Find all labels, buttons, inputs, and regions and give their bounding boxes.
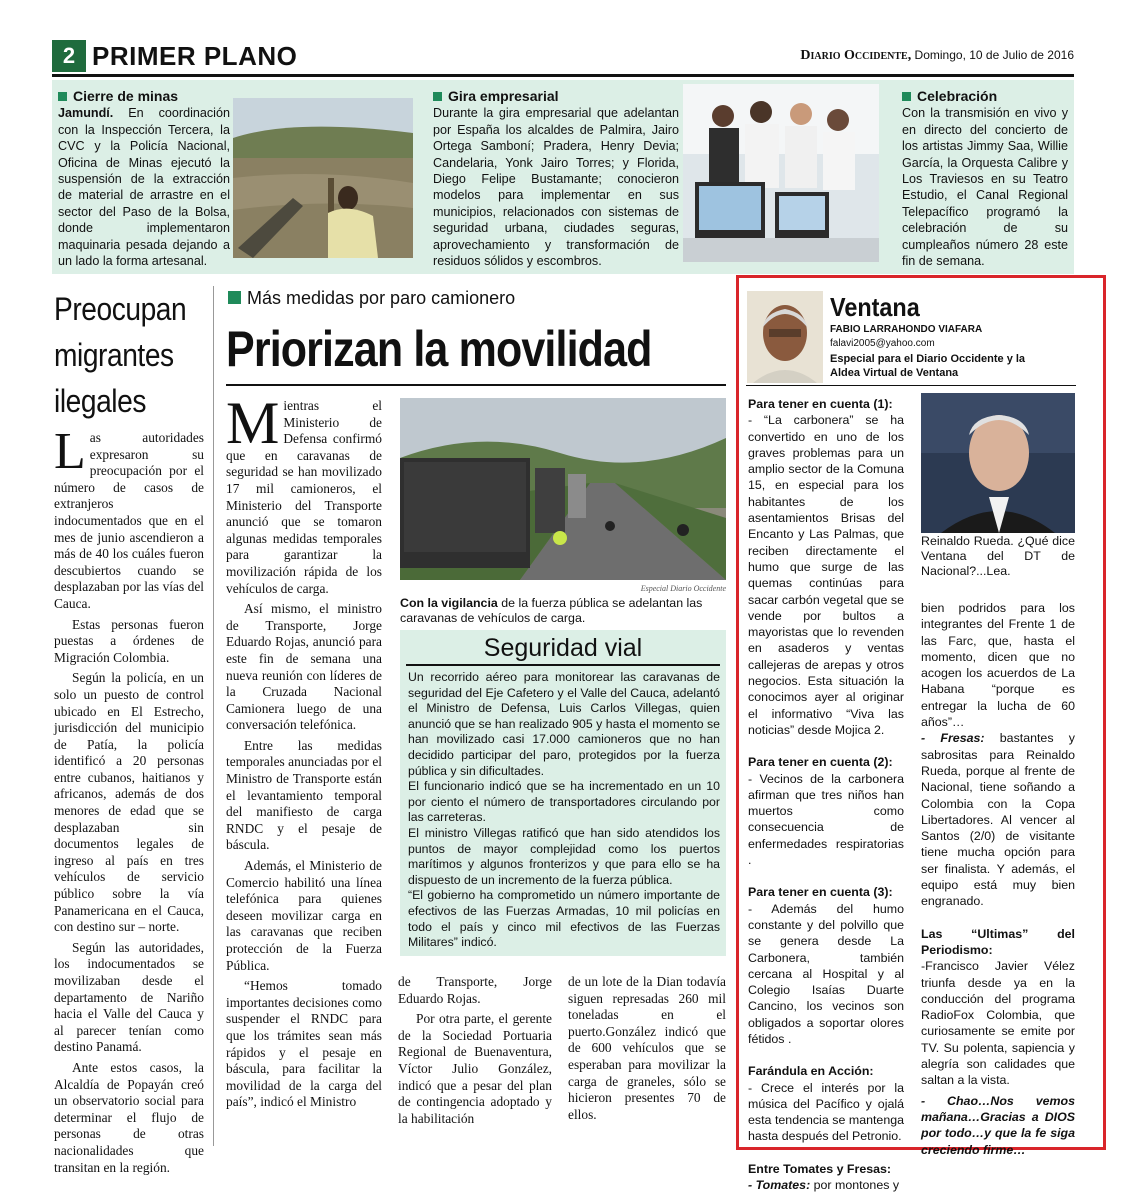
left-article-body (54, 423, 204, 1180)
paragraph: Según las autoridades, los indocumentados se movilizaban desde el departamento de Nariño hacia el Valle del Cauca y al parecer tenían como destino Panamá. (54, 939, 204, 1055)
paragraph: bien podridos para los integrantes del Frente 1 de las Farc, que, hasta el momento, dicen que no acogen los acuerdos de La Habana “porque es entregar la lucha de 60 años”… (921, 601, 1075, 730)
title-line: migrantes (54, 337, 174, 373)
paragraph: -Francisco Javier Vélez triunfa desde ya en la conducción del programa RadioFox Colombia, que curiosamente se emite por TV. Su polenta, sapiencia y alegría son calidades que saltan a la vista. (921, 959, 1075, 1088)
brief-celebration (902, 88, 1068, 269)
mayors-photo (683, 84, 879, 262)
article-headline: Priorizan la movilidad (226, 321, 652, 377)
author-name: FABIO LARRAHONDO VIAFARA (830, 324, 983, 335)
sidebar-title: Seguridad vial (483, 634, 643, 662)
author-email: falavi2005@yahoo.com (830, 338, 935, 349)
closing-line: - Chao…Nos vemos mañana…Gracias a DIOS por todo…y que la fe siga creciendo firme… (921, 1093, 1075, 1157)
title-line: ilegales (54, 383, 146, 419)
dropcap: M (226, 390, 280, 456)
label-fresas: - Fresas: (921, 731, 985, 746)
paragraph: Según la policía, en un solo un puesto de control ubicado en El Estrecho, jurisdicción del municipio de Patía, la policía identificó a 20 personas entre cubanos, haitianos y africanos, además de dos menores de edad que se desplazaban sin documentos legales de ingreso al país en tres vehículos de servicio público sobre la vía Panamericana en el Cauca, con destino sur – norte. (54, 670, 204, 935)
bullet-square-icon (433, 92, 442, 101)
brief-text: Con la transmisión en vivo y en directo del concierto de los artistas Jimmy Saa, Willie García, la Orquesta Calibre y Los Traviesos en su Teatro Estudio, el Canal Regional Telepacífico programó la celebración de su cumpleaños número 28 este fin de semana. (902, 106, 1068, 269)
paragraph: - Vecinos de la carbonera afirman que tres niños han muertos como consecuencia de enfermedades respiratorias . (748, 771, 904, 868)
page-number: 2 (52, 40, 86, 72)
issue-date: Domingo, 10 de Julio de 2016 (914, 48, 1074, 62)
paragraph: de un lote de la Dian todavía siguen represadas 260 mil toneladas en el puerto.González indicó que de 600 vehículos que se esperaban para movilizar la carga de graneles, sólo se hicieron presentes 70 de ellos. (568, 974, 726, 1122)
rueda-photo (921, 393, 1075, 533)
caption-text: de la fuerza pública se adelantan las caravanas de vehículos de carga. (400, 596, 703, 625)
paragraph (921, 730, 1075, 909)
ventana-col2 (921, 600, 1075, 1158)
paragraph: Además, el Ministerio de Comercio habilitó una línea telefónica para quienes deseen movilizar carga en las caravanas que reciben protección de la Fuerza Pública. (226, 858, 382, 973)
left-article-title (54, 286, 195, 424)
sidebar-body (408, 670, 720, 951)
subhead: Farándula en Acción: (748, 1064, 874, 1079)
section-title: PRIMER PLANO (92, 41, 298, 71)
author-photo (747, 291, 823, 383)
newspaper-name: Diario Occidente, (800, 48, 912, 63)
kicker-text: Más medidas por paro camionero (247, 288, 516, 308)
brief-lead: Jamundí. (58, 106, 114, 121)
bullet-square-icon (228, 291, 241, 304)
title-line: Preocupan (54, 291, 187, 327)
brief-title: Gira empresarial (448, 88, 559, 104)
caption-lead: Con la vigilancia (400, 596, 498, 610)
masthead (800, 48, 1074, 64)
trucks-photo (400, 398, 726, 580)
subhead: Las “Ultimas” del Periodismo: (921, 926, 1075, 957)
text-tomates: por montones y (810, 1178, 900, 1193)
paragraph: - Crece el interés por la música del Pacífico y ojalá esta tendencia se mantenga hasta después del Petronio. (748, 1080, 904, 1144)
photo-caption (400, 596, 726, 626)
paragraph: - Además del humo constante y del polvillo que se genera desde La Carbonera, también cercana al Hospital y al Colegio Isaías Duarte Cancino, los vecinos son obligados a soportar olores fétidos . (748, 901, 904, 1046)
column-divider (213, 286, 214, 1146)
brief-mines (58, 88, 230, 269)
paragraph: El ministro Villegas ratificó que han sido atendidos los puntos de mayor complejidad como los puertos marítimos y algunos fronterizos y que para ello se ha dispuesto de un incremento de la fuerza pública. (408, 825, 720, 887)
paragraph: - “La carbonera” se ha convertido en uno de los graves problemas para un amplio sector de la Comuna 15, en especial para los habitantes de los asentamientos Brisas del Encanto y Las Palmas, que reciben directamente el humo que surge de las quemas continúas para sacar carbón vegetal que se vende por bultos a mayoristas que lo revenden en asaderos y ventas callejeras de arepas y otros negocios. Esta situación la conocimos ayer al originar el informativo “Viva las noticias” desde Mojica 2. (748, 413, 904, 737)
photo-credit: Especial Diario Occidente (640, 584, 726, 593)
header-rule (52, 74, 1074, 77)
main-article-col3 (568, 974, 726, 1127)
paragraph: “Hemos tomado importantes decisiones como suspender el RNDC para que los trámites sean más rápidos y el pesaje en báscula, para facilitar la movilidad de la carga del país”, indicó el Ministro (226, 978, 382, 1110)
bullet-square-icon (58, 92, 67, 101)
paragraph (748, 1177, 904, 1193)
paragraph: Ante estos casos, la Alcaldía de Popayán creó un observatorio social para determinar el flujo de personas de otras nacionalidades que transitan en la región. (54, 1059, 204, 1175)
paragraph: ientras el Ministerio de Defensa confirmó que en caravanas de seguridad se han movilizado 17 mil camioneros, el Ministerio del Transporte anunció que se tomaron algunas medidas temporales para garantizar la movilización rápida de los vehículos de carga. (226, 398, 382, 596)
paragraph: de Transporte, Jorge Eduardo Rojas. (398, 974, 552, 1006)
brief-title: Cierre de minas (73, 88, 179, 104)
subhead: Para tener en cuenta (2): (748, 755, 893, 770)
dropcap: L (54, 423, 86, 480)
mining-photo (233, 98, 413, 258)
column-credit: Especial para el Diario Occidente y la Aldea Virtual de Ventana (830, 353, 1026, 379)
main-article-col1 (226, 390, 382, 1115)
ventana-col1 (748, 396, 904, 1193)
column-title: Ventana (830, 292, 920, 322)
text-fresas: bastantes y sabrositas para Reinaldo Rueda, porque al frente de Nacional, tiene soñando a Colombia con la Copa Libertadores. Al vencer al Santos (2/0) de visitante tiene mucha opción para ser finalista. Y además, el equipo está muy bien engranado. (921, 731, 1075, 909)
bullet-square-icon (902, 92, 911, 101)
rueda-caption: Reinaldo Rueda. ¿Qué dice Ventana del DT de Nacional?...Lea. (921, 534, 1075, 578)
brief-text: Durante la gira empresarial que adelantan por España los alcaldes de Palmira, Jairo Ortega Samboní; Pradera, Henry Devia; Candelaria, Yonk Jairo Torres; y Florida, Diego Felipe Bustamante; conocieron modelos para implementar en sus municipios, relacionados con sistemas de seguridad urbana, ciudades seguras, aprovechamiento y transformación de residuos sólidos y escombros. (433, 106, 679, 269)
article-kicker (228, 288, 515, 309)
paragraph: as autoridades expresaron su preocupación por el número de casos de extranjeros indocumentados que en el mes de junio ascendieron a más de 40 los cuáles fueron descubiertos cuando se desplazaban por las vías del Cauca. (54, 430, 204, 611)
paragraph: Un recorrido aéreo para monitorear las caravanas de seguridad del Eje Cafetero y el Valle del Cauca, adelantó el Ministro de Defensa, Luis Carlos Villegas, quien anunció que se han realizado 905 y hasta el momento se han movilizado casi 17.000 camioneros que no han decidido participar del paro, protegidos por la fuerza pública y sin dificultades. (408, 670, 720, 778)
paragraph: Estas personas fueron puestas a órdenes de Migración Colombia. (54, 616, 204, 665)
brief-tour (433, 88, 679, 269)
paragraph: Entre las medidas temporales anunciadas por el Ministro de Transporte están el levantamiento temporal del manifiesto de carga RNDC y el pesaje de báscula. (226, 737, 382, 853)
column-rule (746, 385, 1076, 386)
paragraph: El funcionario indicó que se ha incrementado en un 10 por ciento el número de transportadores circulando por las carreteras. (408, 779, 720, 825)
brief-title: Celebración (917, 88, 998, 104)
paragraph: Por otra parte, el gerente de la Sociedad Portuaria Regional de Buenaventura, Víctor Julio González, indicó que a pesar del plan de contingencia adoptado y la habilitación (398, 1011, 552, 1126)
sidebar-rule (406, 664, 720, 666)
subhead: Para tener en cuenta (1): (748, 397, 893, 411)
label-tomates: - Tomates: (748, 1178, 811, 1193)
subhead: Para tener en cuenta (3): (748, 885, 893, 900)
brief-text: En coordinación con la Inspección Tercera, la CVC y la Policía Nacional, Oficina de Minas ejecutó la suspensión de la extracción de material de arrastre en el sector del Paso de la Bolsa, donde implementaron maquinaria pesada dejando a un lado la forma artesanal. (58, 106, 230, 269)
subhead: Entre Tomates y Fresas: (748, 1161, 892, 1176)
paragraph: “El gobierno ha comprometido un número importante de efectivos de las Fuerzas Armadas, 10 mil policías en todo el país y cinco mil efectivos de las Fuerzas Militares” indicó. (408, 888, 720, 950)
main-article-col2 (398, 974, 552, 1131)
headline-rule (226, 384, 726, 386)
paragraph: Así mismo, el ministro de Transporte, Jorge Eduardo Rojas, anunció para este fin de semana una nueva reunión con líderes de la Cruzada Nacional Camionera luego de una conversación telefónica. (226, 601, 382, 733)
